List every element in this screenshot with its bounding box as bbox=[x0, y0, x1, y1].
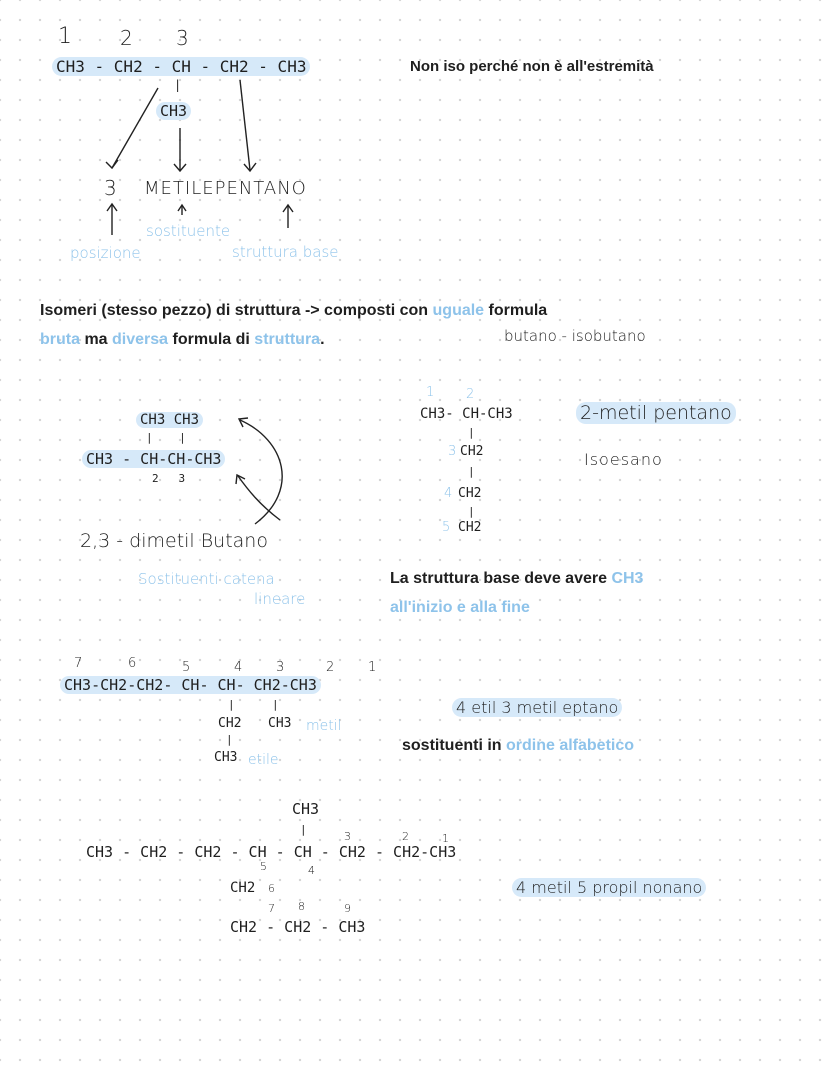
nonano-chain: CH3 - CH2 - CH2 - CH - CH - CH2 - CH2-CH3 bbox=[86, 843, 457, 861]
ch2: CH2 bbox=[460, 444, 484, 459]
rule-alphabetical: sostituenti in ordine alfabetico bbox=[402, 737, 635, 754]
main-chain-formula: CH3 - CH2 - CH - CH2 - CH3 bbox=[52, 57, 310, 76]
bond: | bbox=[226, 733, 233, 746]
pentano-line1: CH3- CH-CH3 bbox=[420, 406, 513, 422]
compound-name: 4 metil 5 propil nonano bbox=[512, 878, 706, 897]
bond: | bbox=[468, 465, 475, 478]
chain-number: 2 bbox=[120, 26, 133, 50]
chain-number: 3 bbox=[276, 660, 285, 675]
example-butano: butano - isobutano bbox=[504, 327, 646, 345]
butano-chain: CH3 - CH-CH-CH3 bbox=[82, 450, 225, 468]
compound-name: 4 etil 3 metil eptano bbox=[452, 698, 622, 717]
bond: | bbox=[300, 823, 307, 836]
rule-ch3-line1: La struttura base deve avere CH3 bbox=[390, 570, 644, 587]
rule-ch3-line2: all'inizio e alla fine bbox=[390, 599, 530, 616]
top-ch3: CH3 bbox=[292, 800, 320, 818]
label-etile: etile bbox=[248, 752, 279, 768]
chain-number: 1 bbox=[442, 832, 449, 845]
label-base: struttura base bbox=[232, 243, 339, 261]
chain-number: 7 bbox=[268, 902, 275, 915]
note-not-iso: Non iso perché non è all'estremità bbox=[410, 58, 654, 75]
chain-number: 6 bbox=[268, 882, 275, 895]
bonds: | | bbox=[146, 431, 186, 444]
chain-number: 3 bbox=[448, 444, 457, 459]
alt-name: Isoesano bbox=[584, 450, 663, 469]
chain-number: 2 bbox=[466, 387, 475, 402]
chain-number: 2 bbox=[402, 830, 409, 843]
bond: | bbox=[468, 426, 475, 439]
chain-number: 4 bbox=[234, 660, 243, 675]
propyl-chain: CH2 - CH2 - CH3 bbox=[230, 918, 366, 936]
chain-number: 1 bbox=[426, 385, 435, 400]
isomer-definition-line1: Isomeri (stesso pezzo) di struttura -> composti con uguale formula bbox=[40, 302, 548, 319]
bond: | bbox=[468, 505, 475, 518]
eptano-chain: CH3-CH2-CH2- CH- CH- CH2-CH3 bbox=[60, 676, 321, 694]
isomer-definition-line2: bruta ma diversa formula di struttura. bbox=[40, 331, 325, 348]
compound-name: 2-metil pentano bbox=[576, 402, 736, 424]
label-position: posizione bbox=[70, 244, 141, 262]
chain-number: 3 bbox=[176, 26, 189, 50]
name-base: METILEPENTANO bbox=[144, 178, 307, 199]
chain-number: 3 bbox=[344, 830, 351, 843]
sub-ch2: CH2 bbox=[218, 716, 242, 731]
ch2: CH2 bbox=[458, 486, 482, 501]
chain-number: 5 bbox=[182, 660, 191, 675]
chain-number: 2 bbox=[326, 660, 335, 675]
bond: | bbox=[272, 698, 279, 711]
sub-ch3: CH3 bbox=[268, 716, 292, 731]
chain-number: 5 bbox=[260, 860, 267, 873]
name-position: 3 bbox=[104, 176, 117, 200]
chain-number: 7 bbox=[74, 656, 83, 671]
chain-number: 4 bbox=[308, 864, 315, 877]
note-linear: lineare bbox=[254, 590, 306, 608]
chain-number: 5 bbox=[442, 520, 451, 535]
label-metil: metil bbox=[306, 718, 342, 734]
chain-number: 4 bbox=[444, 486, 453, 501]
ch2: CH2 bbox=[230, 880, 256, 896]
bond: | bbox=[228, 698, 235, 711]
sub-ch3: CH3 bbox=[214, 750, 238, 765]
compound-name: 2,3 - dimetil Butano bbox=[80, 530, 268, 552]
note-substituents: Sostituenti catena bbox=[138, 570, 275, 588]
chain-number: 1 bbox=[58, 24, 72, 49]
branch-formula: CH3 bbox=[156, 102, 191, 120]
label-substituent: sostituente bbox=[146, 222, 231, 240]
chain-numbers: 2 3 bbox=[152, 472, 186, 485]
chain-number: 6 bbox=[128, 656, 137, 671]
chain-number: 9 bbox=[344, 902, 351, 915]
ch2: CH2 bbox=[458, 520, 482, 535]
bond: | bbox=[174, 78, 182, 92]
chain-number: 1 bbox=[368, 660, 377, 675]
top-substituents: CH3 CH3 bbox=[136, 412, 203, 428]
chain-number: 8 bbox=[298, 900, 305, 913]
